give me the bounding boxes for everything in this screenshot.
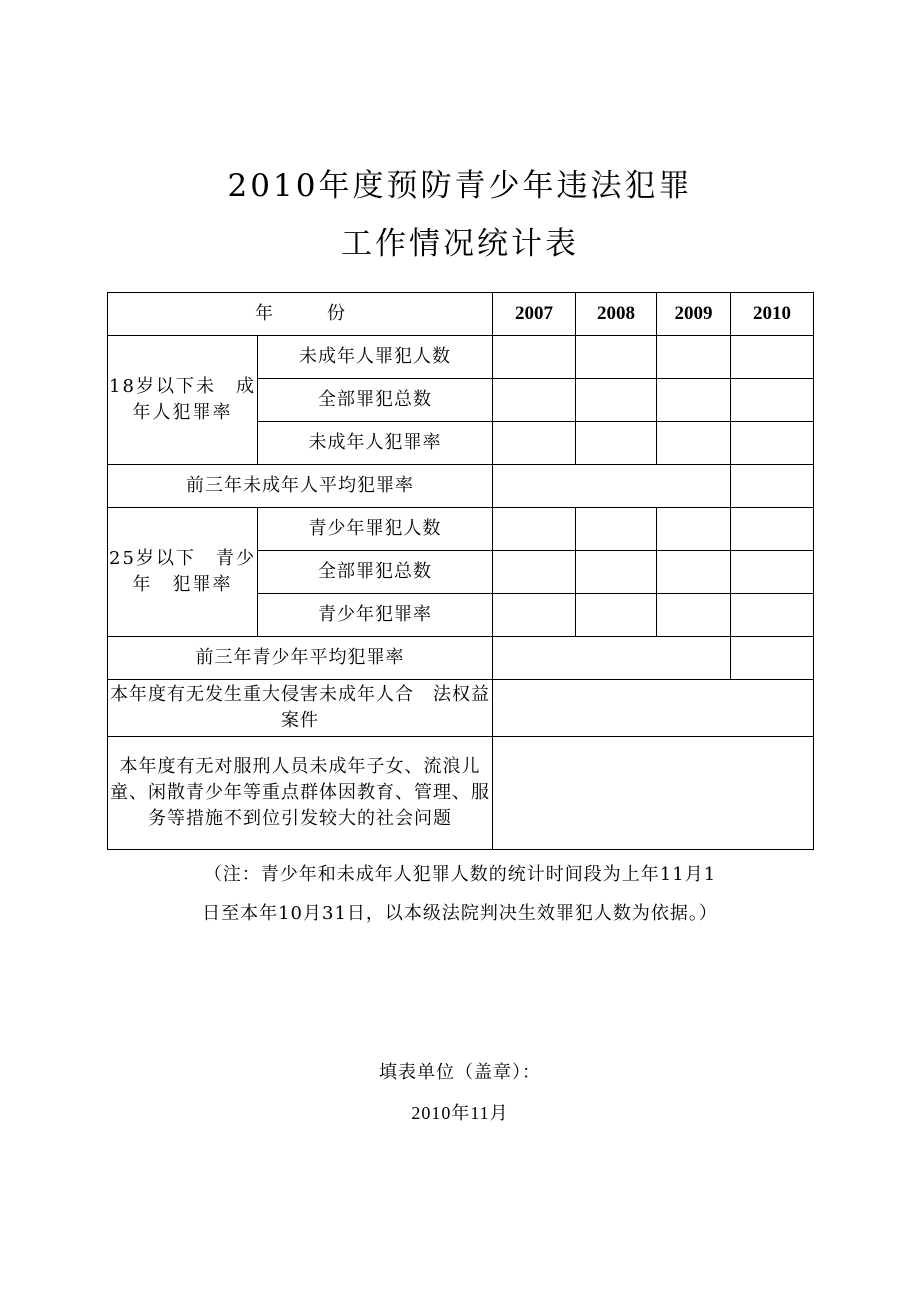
data-cell[interactable] — [493, 336, 576, 379]
year-2009: 2009 — [657, 293, 731, 336]
category-under18: 18岁以下未 成年人犯罪率 — [108, 336, 258, 465]
row-label-total-offenders: 全部罪犯总数 — [258, 379, 493, 422]
data-cell[interactable] — [576, 336, 657, 379]
data-cell[interactable] — [493, 680, 814, 737]
filing-unit-label: 填表单位（盖章）： — [379, 1062, 541, 1083]
data-cell[interactable] — [657, 594, 731, 637]
data-cell[interactable] — [731, 594, 814, 637]
data-cell[interactable] — [657, 336, 731, 379]
form-title-line2: 工作情况统计表 — [341, 226, 579, 262]
table-row — [108, 737, 814, 850]
data-cell[interactable] — [731, 422, 814, 465]
table-row — [108, 336, 814, 379]
year-2010: 2010 — [731, 293, 814, 336]
year-2007: 2007 — [493, 293, 576, 336]
data-cell[interactable] — [657, 551, 731, 594]
year-header-label: 年 份 — [108, 293, 493, 336]
table-row — [108, 508, 814, 551]
data-cell[interactable] — [731, 551, 814, 594]
data-cell[interactable] — [657, 422, 731, 465]
data-cell[interactable] — [731, 465, 814, 508]
data-cell[interactable] — [493, 465, 731, 508]
data-cell[interactable] — [576, 551, 657, 594]
note-line1: （注：青少年和未成年人犯罪人数的统计时间段为上年11月1 — [203, 864, 717, 885]
statistics-table — [107, 292, 814, 850]
data-cell[interactable] — [493, 508, 576, 551]
table-row — [108, 637, 814, 680]
table-row — [108, 680, 814, 737]
row-label-minor-crime-rate: 未成年人犯罪率 — [258, 422, 493, 465]
data-cell[interactable] — [731, 379, 814, 422]
form-title-line1: 2010年度预防青少年违法犯罪 — [227, 168, 693, 204]
data-cell[interactable] — [657, 508, 731, 551]
data-cell[interactable] — [576, 594, 657, 637]
note-line2: 日至本年10月31日，以本级法院判决生效罪犯人数为依据。） — [202, 903, 718, 924]
data-cell[interactable] — [576, 379, 657, 422]
data-cell[interactable] — [731, 637, 814, 680]
data-cell[interactable] — [493, 422, 576, 465]
data-cell[interactable] — [731, 336, 814, 379]
row-label-youth-crime-rate: 青少年犯罪率 — [258, 594, 493, 637]
data-cell[interactable] — [493, 379, 576, 422]
data-cell[interactable] — [493, 637, 731, 680]
table-row — [108, 465, 814, 508]
year-2008: 2008 — [576, 293, 657, 336]
row-label-major-case: 本年度有无发生重大侵害未成年人合 法权益案件 — [108, 680, 493, 737]
data-cell[interactable] — [576, 422, 657, 465]
data-cell[interactable] — [493, 594, 576, 637]
row-label-youth-avg-rate: 前三年青少年平均犯罪率 — [108, 637, 493, 680]
row-label-youth-offenders: 青少年罪犯人数 — [258, 508, 493, 551]
row-label-social-issue: 本年度有无对服刑人员未成年子女、流浪儿童、闲散青少年等重点群体因教育、管理、服务等措施不到位引发较大的社会问题 — [108, 737, 493, 850]
data-cell[interactable] — [493, 551, 576, 594]
row-label-minor-offenders: 未成年人罪犯人数 — [258, 336, 493, 379]
data-cell[interactable] — [576, 508, 657, 551]
data-cell[interactable] — [731, 508, 814, 551]
category-under25: 25岁以下 青少年 犯罪率 — [108, 508, 258, 637]
header-row — [108, 293, 814, 336]
row-label-minor-avg-rate: 前三年未成年人平均犯罪率 — [108, 465, 493, 508]
row-label-total-offenders-2: 全部罪犯总数 — [258, 551, 493, 594]
data-cell[interactable] — [657, 379, 731, 422]
data-cell[interactable] — [493, 737, 814, 850]
form-date: 2010年11月 — [411, 1103, 509, 1123]
